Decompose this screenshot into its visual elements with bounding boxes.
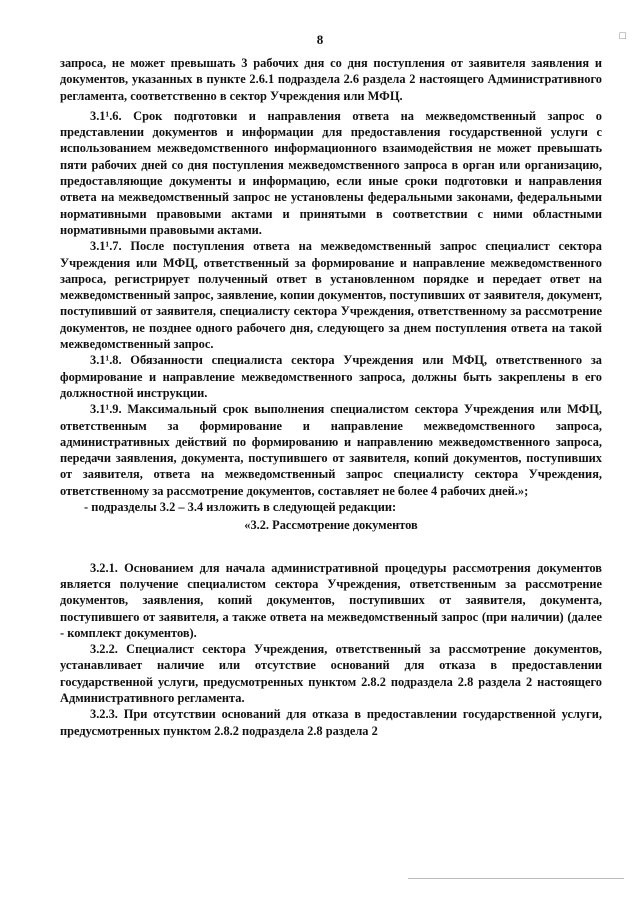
paragraph-3-2-1: 3.2.1. Основанием для начала административной процедуры рассмотрения документов является получение специалистом сектора Учреждения, ответственным за рассмотрение документов, заявления, копий документов, поступивших от заявителя, документа, поступившего от заявителя, а также ответа на межведомственный запрос (при наличии) (далее - комплект документов). xyxy=(60,560,602,640)
page-number: 8 xyxy=(316,32,324,47)
paragraph-subsections-note: - подразделы 3.2 – 3.4 изложить в следующей редакции: xyxy=(84,500,397,515)
document-body xyxy=(60,55,602,739)
section-heading-3-2: «3.2. Рассмотрение документов xyxy=(244,518,418,533)
paragraph-3-1-7: 3.1¹.7. После поступления ответа на межведомственный запрос специалист сектора Учреждения или МФЦ, ответственный за формирование и направление межведомственного запроса, регистрирует полученный ответ в установленном порядке и передает ответ на межведомственный запрос, заявление, копии документов, поступивших от заявителя, документ, поступивший от заявителя, специалисту сектора Учреждения, ответственному за рассмотрение документов, не позднее одного рабочего дня, следующего за днем поступления ответа на такой межведомственный запрос. xyxy=(60,239,602,352)
paragraph-continuation: запроса, не может превышать 3 рабочих дня со дня поступления от заявителя заявления и документов, указанных в пункте 2.6.1 подраздела 2.6 раздела 2 настоящего Административного регламента, соответственно в сектор Учреждения или МФЦ. xyxy=(60,56,602,103)
paragraph-3-1-9: 3.1¹.9. Максимальный срок выполнения специалистом сектора Учреждения или МФЦ, ответственным за формирование и направление межведомственного запроса, административных действий по формированию и направлению межведомственного запроса, передачи заявления, документа, поступившего от заявителя, копий документов, поступивших от заявителя, ответа на межведомственный запрос специалисту сектора Учреждения, ответственному за рассмотрение документов, составляет не более 4 рабочих дней.»; xyxy=(60,402,602,498)
paragraph-3-1-8: 3.1¹.8. Обязанности специалиста сектора Учреждения или МФЦ, ответственного за формирование и направление межведомственного запроса, должны быть закреплены в его должностной инструкции. xyxy=(60,353,602,400)
paragraph-3-1-6: 3.1¹.6. Срок подготовки и направления ответа на межведомственный запрос о представлении документов и информации для предоставления государственной услуги с использованием межведомственного информационного взаимодействия не может превышать пяти рабочих дней со дня поступления межведомственного запроса в орган или организацию, предоставляющие документы и информацию, если иные сроки подготовки и направления ответа на межведомственный запрос не установлены федеральными законами, федеральными нормативными правовыми актами и принятыми в соответствии с ними областными нормативными правовыми актами. xyxy=(60,108,602,237)
bottom-rule xyxy=(408,878,624,879)
paragraph-3-2-3: 3.2.3. При отсутствии оснований для отказа в предоставлении государственной услуги, предусмотренных пунктом 2.8.2 подраздела 2.8 раздела 2 xyxy=(60,707,602,738)
paragraph-3-2-2: 3.2.2. Специалист сектора Учреждения, ответственный за рассмотрение документов, устанавливает наличие или отсутствие оснований для отказа в предоставлении государственной услуги, предусмотренных пунктом 2.8.2 подраздела 2.8 раздела 2 настоящего Административного регламента. xyxy=(60,642,602,705)
corner-mark: □ xyxy=(619,30,626,42)
